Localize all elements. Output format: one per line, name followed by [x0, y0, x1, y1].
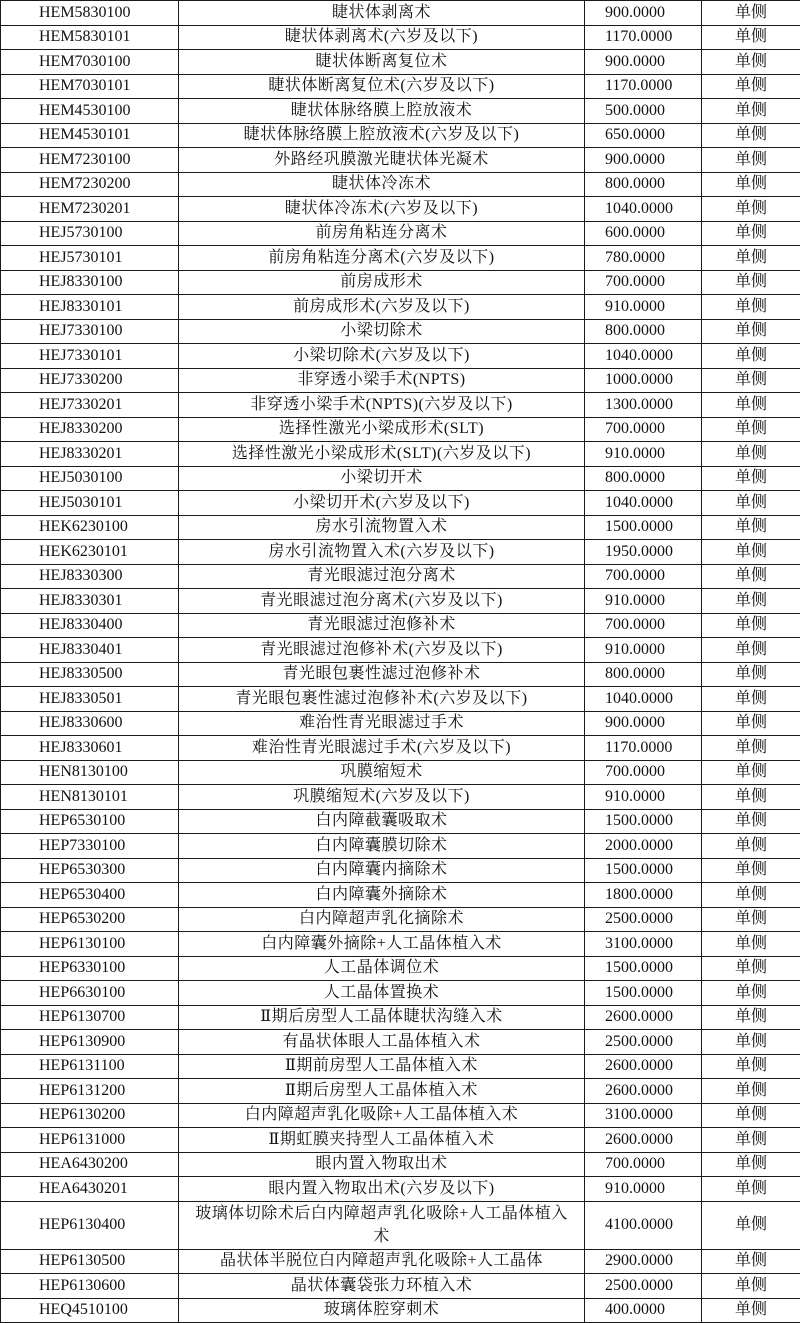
item-code: HEP6131000 [1, 1128, 179, 1153]
table-row [1, 25, 800, 50]
item-name: Ⅱ期虹膜夹持型人工晶体植入术 [179, 1128, 585, 1153]
table-row [1, 809, 800, 834]
item-name: 非穿透小梁手术(NPTS) [179, 368, 585, 393]
item-code: HEK6230101 [1, 540, 179, 565]
item-unit: 单侧 [702, 172, 800, 197]
table-row [1, 1274, 800, 1299]
item-code: HEJ8330200 [1, 417, 179, 442]
item-name: 前房角粘连分离术 [179, 221, 585, 246]
item-price: 1040.0000 [585, 687, 702, 712]
table-row [1, 368, 800, 393]
item-code: HEM5830100 [1, 1, 179, 26]
item-price: 800.0000 [585, 319, 702, 344]
item-price: 1500.0000 [585, 956, 702, 981]
item-unit: 单侧 [702, 1128, 800, 1153]
item-unit: 单侧 [702, 270, 800, 295]
item-unit: 单侧 [702, 981, 800, 1006]
item-price: 2500.0000 [585, 907, 702, 932]
table-row [1, 540, 800, 565]
item-name: 睫状体脉络膜上腔放液术(六岁及以下) [179, 123, 585, 148]
item-price: 400.0000 [585, 1298, 702, 1323]
table-row [1, 417, 800, 442]
item-unit: 单侧 [702, 1103, 800, 1128]
item-code: HEJ8330400 [1, 613, 179, 638]
item-name: 房水引流物置入术 [179, 515, 585, 540]
item-price: 900.0000 [585, 1, 702, 26]
table-row [1, 319, 800, 344]
item-price: 1300.0000 [585, 393, 702, 418]
item-unit: 单侧 [702, 809, 800, 834]
item-unit: 单侧 [702, 1177, 800, 1202]
item-name: 选择性激光小梁成形术(SLT) [179, 417, 585, 442]
item-name: 小梁切除术 [179, 319, 585, 344]
item-price: 780.0000 [585, 246, 702, 271]
item-code: HEJ8330101 [1, 295, 179, 320]
item-price: 700.0000 [585, 760, 702, 785]
item-code: HEJ7330100 [1, 319, 179, 344]
item-unit: 单侧 [702, 858, 800, 883]
item-code: HEJ5730101 [1, 246, 179, 271]
item-code: HEJ8330501 [1, 687, 179, 712]
item-code: HEJ8330601 [1, 736, 179, 761]
item-code: HEM4530100 [1, 99, 179, 124]
item-name: 眼内置入物取出术(六岁及以下) [179, 1177, 585, 1202]
item-name: 玻璃体腔穿刺术 [179, 1298, 585, 1323]
item-code: HEP6130400 [1, 1201, 179, 1249]
item-code: HEP6630100 [1, 981, 179, 1006]
item-name: 眼内置入物取出术 [179, 1152, 585, 1177]
item-code: HEP6530300 [1, 858, 179, 883]
table-row [1, 442, 800, 467]
table-row [1, 1201, 800, 1249]
item-price: 800.0000 [585, 172, 702, 197]
item-code: HEM4530101 [1, 123, 179, 148]
item-name: 小梁切除术(六岁及以下) [179, 344, 585, 369]
item-code: HEM5830101 [1, 25, 179, 50]
item-name: 白内障囊外摘除术 [179, 883, 585, 908]
table-row [1, 785, 800, 810]
item-name: 小梁切开术 [179, 466, 585, 491]
item-unit: 单侧 [702, 932, 800, 957]
item-name: 有晶状体眼人工晶体植入术 [179, 1030, 585, 1055]
item-unit: 单侧 [702, 760, 800, 785]
item-name: 人工晶体置换术 [179, 981, 585, 1006]
item-price: 1950.0000 [585, 540, 702, 565]
table-row [1, 1, 800, 26]
item-name: 睫状体断离复位术 [179, 50, 585, 75]
table-row [1, 1249, 800, 1274]
item-unit: 单侧 [702, 540, 800, 565]
item-price: 900.0000 [585, 711, 702, 736]
item-name: 巩膜缩短术(六岁及以下) [179, 785, 585, 810]
item-price: 910.0000 [585, 295, 702, 320]
item-unit: 单侧 [702, 197, 800, 222]
item-name: 房水引流物置入术(六岁及以下) [179, 540, 585, 565]
item-price: 900.0000 [585, 148, 702, 173]
item-code: HEJ8330600 [1, 711, 179, 736]
item-name: 青光眼滤过泡分离术 [179, 564, 585, 589]
table-row [1, 295, 800, 320]
table-row [1, 1005, 800, 1030]
item-price: 1170.0000 [585, 736, 702, 761]
item-code: HEJ8330100 [1, 270, 179, 295]
table-row [1, 662, 800, 687]
table-row [1, 246, 800, 271]
item-unit: 单侧 [702, 393, 800, 418]
fee-table-body [1, 1, 800, 1323]
item-price: 2000.0000 [585, 834, 702, 859]
item-price: 910.0000 [585, 785, 702, 810]
table-row [1, 883, 800, 908]
item-price: 1500.0000 [585, 515, 702, 540]
item-name: 前房成形术(六岁及以下) [179, 295, 585, 320]
table-row [1, 981, 800, 1006]
item-code: HEJ7330101 [1, 344, 179, 369]
item-code: HEP6530200 [1, 907, 179, 932]
item-name: 人工晶体调位术 [179, 956, 585, 981]
table-row [1, 932, 800, 957]
table-row [1, 344, 800, 369]
item-name: 睫状体冷冻术 [179, 172, 585, 197]
item-unit: 单侧 [702, 1054, 800, 1079]
item-name: 非穿透小梁手术(NPTS)(六岁及以下) [179, 393, 585, 418]
item-code: HEJ8330301 [1, 589, 179, 614]
item-name: 选择性激光小梁成形术(SLT)(六岁及以下) [179, 442, 585, 467]
item-name: Ⅱ期前房型人工晶体植入术 [179, 1054, 585, 1079]
item-unit: 单侧 [702, 50, 800, 75]
table-row [1, 74, 800, 99]
item-unit: 单侧 [702, 1249, 800, 1274]
item-price: 500.0000 [585, 99, 702, 124]
item-name: 巩膜缩短术 [179, 760, 585, 785]
item-unit: 单侧 [702, 613, 800, 638]
item-name: 晶状体半脱位白内障超声乳化吸除+人工晶体 [179, 1249, 585, 1274]
item-unit: 单侧 [702, 148, 800, 173]
item-unit: 单侧 [702, 1274, 800, 1299]
item-code: HEJ8330500 [1, 662, 179, 687]
item-code: HEK6230100 [1, 515, 179, 540]
table-row [1, 589, 800, 614]
table-row [1, 1152, 800, 1177]
table-row [1, 50, 800, 75]
item-price: 700.0000 [585, 613, 702, 638]
item-code: HEP6130700 [1, 1005, 179, 1030]
item-price: 2600.0000 [585, 1005, 702, 1030]
item-price: 2500.0000 [585, 1274, 702, 1299]
item-name: 睫状体脉络膜上腔放液术 [179, 99, 585, 124]
item-code: HEP6130600 [1, 1274, 179, 1299]
item-code: HEP6130900 [1, 1030, 179, 1055]
table-row [1, 760, 800, 785]
item-unit: 单侧 [702, 1, 800, 26]
item-unit: 单侧 [702, 368, 800, 393]
table-row [1, 221, 800, 246]
item-price: 1040.0000 [585, 344, 702, 369]
item-code: HEP6530400 [1, 883, 179, 908]
item-unit: 单侧 [702, 99, 800, 124]
item-code: HEP6131200 [1, 1079, 179, 1104]
item-code: HEP6131100 [1, 1054, 179, 1079]
table-row [1, 1054, 800, 1079]
item-price: 700.0000 [585, 417, 702, 442]
item-name: 青光眼包裹性滤过泡修补术(六岁及以下) [179, 687, 585, 712]
item-unit: 单侧 [702, 564, 800, 589]
item-code: HEP6530100 [1, 809, 179, 834]
item-price: 910.0000 [585, 638, 702, 663]
item-price: 700.0000 [585, 270, 702, 295]
table-row [1, 1298, 800, 1323]
item-unit: 单侧 [702, 736, 800, 761]
item-price: 1800.0000 [585, 883, 702, 908]
item-unit: 单侧 [702, 221, 800, 246]
item-price: 1040.0000 [585, 197, 702, 222]
item-name: 晶状体囊袋张力环植入术 [179, 1274, 585, 1299]
item-unit: 单侧 [702, 662, 800, 687]
item-name: 前房成形术 [179, 270, 585, 295]
table-row [1, 907, 800, 932]
item-name: 小梁切开术(六岁及以下) [179, 491, 585, 516]
table-row [1, 956, 800, 981]
item-code: HEJ5030101 [1, 491, 179, 516]
item-unit: 单侧 [702, 1298, 800, 1323]
item-code: HEM7230100 [1, 148, 179, 173]
item-price: 910.0000 [585, 1177, 702, 1202]
item-code: HEM7230200 [1, 172, 179, 197]
item-price: 2600.0000 [585, 1128, 702, 1153]
item-unit: 单侧 [702, 687, 800, 712]
table-row [1, 123, 800, 148]
table-row [1, 736, 800, 761]
item-price: 2600.0000 [585, 1054, 702, 1079]
item-name: 青光眼包裹性滤过泡修补术 [179, 662, 585, 687]
item-name: 白内障超声乳化摘除术 [179, 907, 585, 932]
item-name: 前房角粘连分离术(六岁及以下) [179, 246, 585, 271]
item-unit: 单侧 [702, 785, 800, 810]
item-unit: 单侧 [702, 319, 800, 344]
item-code: HEM7030100 [1, 50, 179, 75]
item-price: 1000.0000 [585, 368, 702, 393]
item-code: HEJ7330201 [1, 393, 179, 418]
item-name: Ⅱ期后房型人工晶体植入术 [179, 1079, 585, 1104]
item-price: 1170.0000 [585, 25, 702, 50]
item-name: 白内障囊内摘除术 [179, 858, 585, 883]
item-code: HEP6130200 [1, 1103, 179, 1128]
table-row [1, 564, 800, 589]
item-code: HEP6130500 [1, 1249, 179, 1274]
item-unit: 单侧 [702, 466, 800, 491]
item-unit: 单侧 [702, 25, 800, 50]
item-unit: 单侧 [702, 1079, 800, 1104]
item-code: HEP6130100 [1, 932, 179, 957]
table-row [1, 613, 800, 638]
item-unit: 单侧 [702, 638, 800, 663]
item-unit: 单侧 [702, 834, 800, 859]
item-unit: 单侧 [702, 1152, 800, 1177]
item-name: 青光眼滤过泡分离术(六岁及以下) [179, 589, 585, 614]
table-row [1, 515, 800, 540]
table-row [1, 858, 800, 883]
item-price: 2500.0000 [585, 1030, 702, 1055]
item-price: 3100.0000 [585, 1103, 702, 1128]
item-unit: 单侧 [702, 417, 800, 442]
table-row [1, 491, 800, 516]
item-unit: 单侧 [702, 123, 800, 148]
item-name: 睫状体剥离术(六岁及以下) [179, 25, 585, 50]
item-code: HEP7330100 [1, 834, 179, 859]
item-unit: 单侧 [702, 956, 800, 981]
table-row [1, 99, 800, 124]
item-price: 650.0000 [585, 123, 702, 148]
item-unit: 单侧 [702, 246, 800, 271]
item-code: HEJ8330201 [1, 442, 179, 467]
item-name: 青光眼滤过泡修补术(六岁及以下) [179, 638, 585, 663]
item-unit: 单侧 [702, 883, 800, 908]
item-code: HEJ8330300 [1, 564, 179, 589]
item-code: HEJ5730100 [1, 221, 179, 246]
item-code: HEM7030101 [1, 74, 179, 99]
table-row [1, 1128, 800, 1153]
item-price: 1500.0000 [585, 858, 702, 883]
table-row [1, 1030, 800, 1055]
item-price: 2600.0000 [585, 1079, 702, 1104]
table-row [1, 638, 800, 663]
table-row [1, 148, 800, 173]
item-name: Ⅱ期后房型人工晶体睫状沟缝入术 [179, 1005, 585, 1030]
item-price: 700.0000 [585, 1152, 702, 1177]
item-name: 白内障超声乳化吸除+人工晶体植入术 [179, 1103, 585, 1128]
item-unit: 单侧 [702, 295, 800, 320]
table-row [1, 1177, 800, 1202]
table-row [1, 687, 800, 712]
item-unit: 单侧 [702, 344, 800, 369]
item-price: 3100.0000 [585, 932, 702, 957]
item-price: 900.0000 [585, 50, 702, 75]
item-code: HEJ5030100 [1, 466, 179, 491]
item-name: 外路经巩膜激光睫状体光凝术 [179, 148, 585, 173]
item-code: HEN8130101 [1, 785, 179, 810]
item-name: 睫状体冷冻术(六岁及以下) [179, 197, 585, 222]
item-name: 青光眼滤过泡修补术 [179, 613, 585, 638]
item-name: 难治性青光眼滤过手术 [179, 711, 585, 736]
item-price: 4100.0000 [585, 1201, 702, 1249]
item-code: HEA6430200 [1, 1152, 179, 1177]
item-name: 白内障囊外摘除+人工晶体植入术 [179, 932, 585, 957]
item-name: 难治性青光眼滤过手术(六岁及以下) [179, 736, 585, 761]
table-row [1, 1079, 800, 1104]
item-name: 白内障截囊吸取术 [179, 809, 585, 834]
item-unit: 单侧 [702, 711, 800, 736]
item-unit: 单侧 [702, 442, 800, 467]
item-price: 800.0000 [585, 662, 702, 687]
item-name: 睫状体剥离术 [179, 1, 585, 26]
item-unit: 单侧 [702, 515, 800, 540]
item-name: 白内障囊膜切除术 [179, 834, 585, 859]
item-code: HEJ7330200 [1, 368, 179, 393]
table-row [1, 270, 800, 295]
table-row [1, 172, 800, 197]
item-unit: 单侧 [702, 1030, 800, 1055]
table-row [1, 1103, 800, 1128]
item-unit: 单侧 [702, 74, 800, 99]
item-code: HEQ4510100 [1, 1298, 179, 1323]
item-price: 2900.0000 [585, 1249, 702, 1274]
item-price: 910.0000 [585, 589, 702, 614]
table-row [1, 466, 800, 491]
item-unit: 单侧 [702, 1201, 800, 1249]
item-unit: 单侧 [702, 491, 800, 516]
item-price: 1040.0000 [585, 491, 702, 516]
item-name: 睫状体断离复位术(六岁及以下) [179, 74, 585, 99]
item-price: 800.0000 [585, 466, 702, 491]
table-row [1, 393, 800, 418]
table-row [1, 834, 800, 859]
item-code: HEP6330100 [1, 956, 179, 981]
item-price: 600.0000 [585, 221, 702, 246]
item-price: 1500.0000 [585, 809, 702, 834]
item-price: 700.0000 [585, 564, 702, 589]
item-unit: 单侧 [702, 1005, 800, 1030]
item-unit: 单侧 [702, 589, 800, 614]
item-price: 1500.0000 [585, 981, 702, 1006]
table-row [1, 711, 800, 736]
item-price: 910.0000 [585, 442, 702, 467]
item-unit: 单侧 [702, 907, 800, 932]
item-code: HEM7230201 [1, 197, 179, 222]
table-row [1, 197, 800, 222]
item-code: HEJ8330401 [1, 638, 179, 663]
item-price: 1170.0000 [585, 74, 702, 99]
item-code: HEN8130100 [1, 760, 179, 785]
item-name: 玻璃体切除术后白内障超声乳化吸除+人工晶体植入术 [179, 1201, 585, 1249]
item-code: HEA6430201 [1, 1177, 179, 1202]
